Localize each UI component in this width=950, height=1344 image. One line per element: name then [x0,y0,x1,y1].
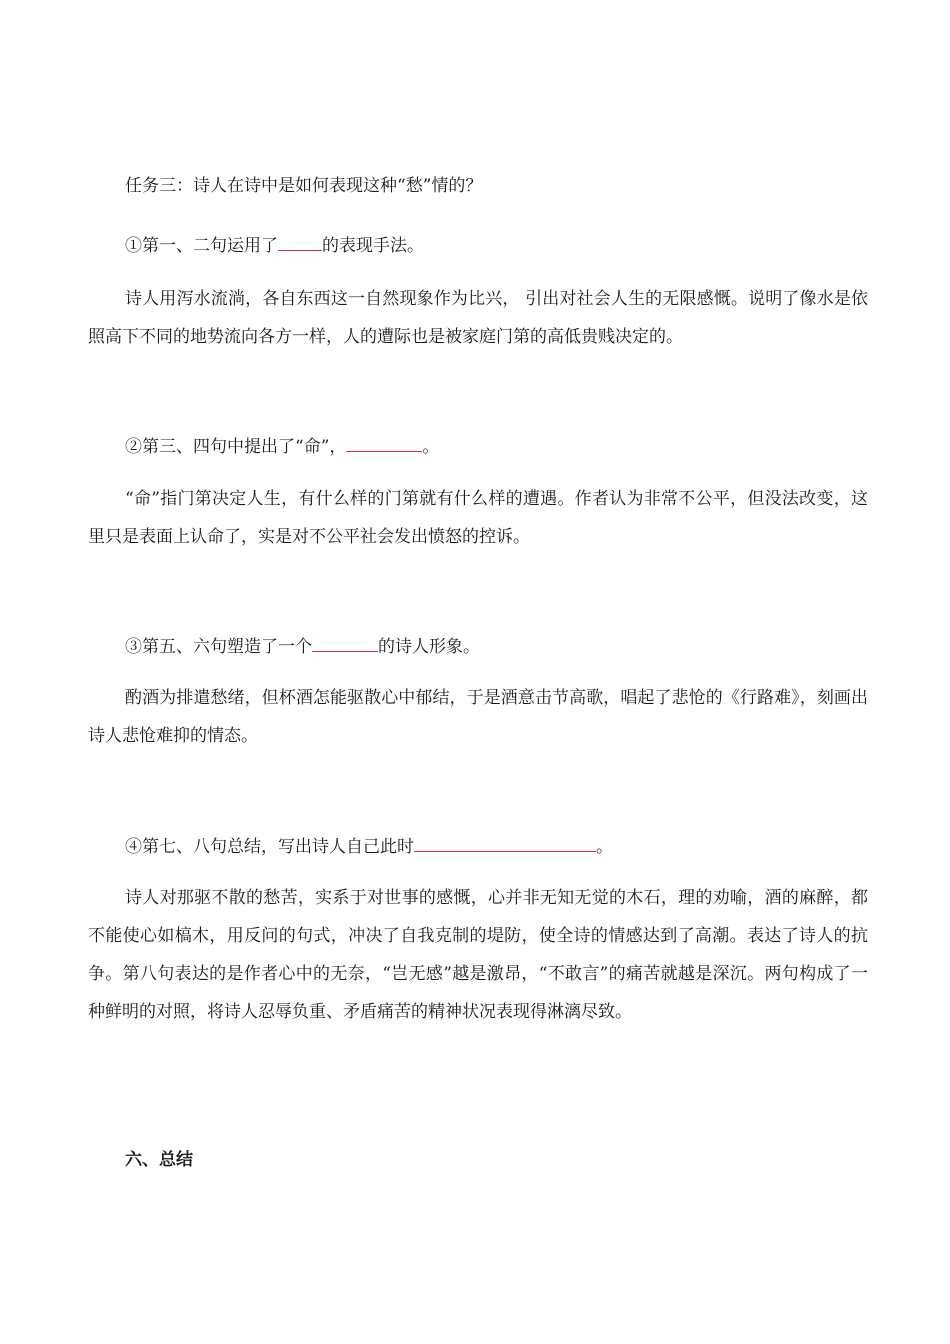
question-2 [125,434,439,457]
question-4-prefix: ④第七、八句总结，写出诗人自己此时 [125,837,414,857]
question-4 [125,834,613,857]
question-1-suffix: 的表现手法。 [322,236,424,256]
task-title: 任务三：诗人在诗中是如何表现这种“愁”情的？ [125,176,483,196]
question-1-blank[interactable] [278,233,322,251]
answer-1-paragraph: 诗人用泻水流淌，各自东西这一自然现象作为比兴， 引出对社会人生的无限感慨。说明了像水是依照高下不同的地势流向各方一样，人的遭际也是被家庭门第的高低贵贱决定的。 [88,289,868,347]
question-4-blank[interactable] [414,834,596,852]
question-3 [125,634,480,657]
question-2-suffix: 。 [422,437,440,457]
question-3-suffix: 的诗人形象。 [378,637,480,657]
answer-2-paragraph: “命”指门第决定人生，有什么样的门第就有什么样的遭遇。作者认为非常不公平，但没法改变，这里只是表面上认命了，实是对不公平社会发出愤怒的控诉。 [88,489,868,547]
question-1 [125,233,424,256]
question-3-prefix: ③第五、六句塑造了一个 [125,637,312,657]
question-2-blank[interactable] [346,434,422,452]
question-1-prefix: ①第一、二句运用了 [125,236,278,256]
answer-3-paragraph: 酌酒为排遣愁绪，但杯酒怎能驱散心中郁结，于是酒意击节高歌，唱起了悲怆的《行路难》，刻画出诗人悲怆难抑的情态。 [88,688,868,746]
section-heading: 六、总结 [125,1150,193,1170]
question-4-suffix: 。 [596,837,613,857]
question-2-prefix: ②第三、四句中提出了“命”， [125,437,347,457]
answer-4-paragraph: 诗人对那驱不散的愁苦，实系于对世事的感慨，心并非无知无觉的木石，理的劝喻，酒的麻醉，都不能使心如槁木，用反问的句式，冲决了自我克制的堤防，使全诗的情感达到了高潮。表达了诗人的抗争。第八句表达的是作者心中的无奈，“岂无感”越是激昂，“不敢言”的痛苦就越是深沉。两句构成了一种鲜明的对照，将诗人忍辱负重、矛盾痛苦的精神状况表现得淋漓尽致。 [88,888,868,1022]
question-3-blank[interactable] [312,634,378,652]
